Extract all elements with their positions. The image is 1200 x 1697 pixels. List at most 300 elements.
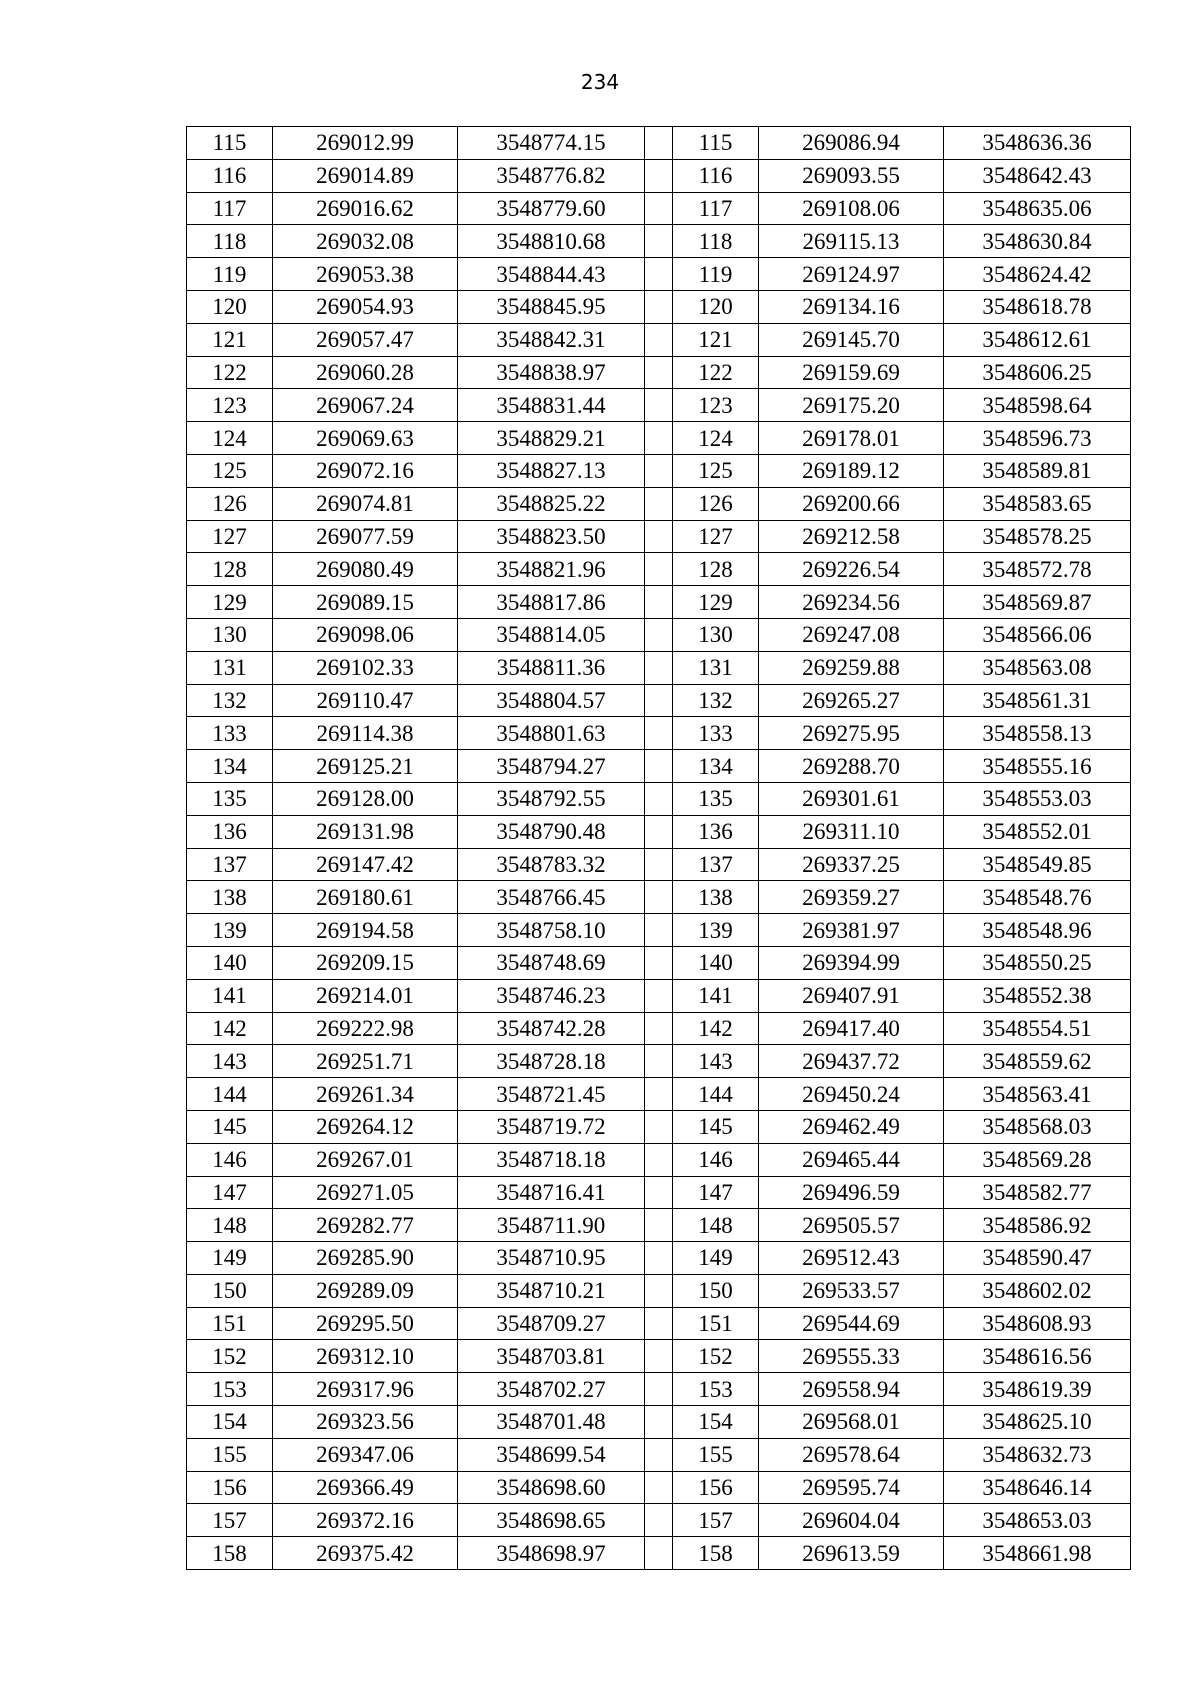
left-x-coordinate-cell: 269194.58	[273, 914, 458, 947]
right-point-number-cell: 129	[673, 586, 759, 619]
right-point-number-cell: 136	[673, 815, 759, 848]
table-row	[187, 290, 1131, 323]
right-point-number-cell: 158	[673, 1537, 759, 1570]
table-row	[187, 1340, 1131, 1373]
right-y-coordinate-cell: 3548561.31	[944, 684, 1131, 717]
left-x-coordinate-cell: 269372.16	[273, 1504, 458, 1537]
separator-cell	[645, 1045, 673, 1078]
page-number: 234	[580, 70, 620, 94]
right-y-coordinate-cell: 3548636.36	[944, 127, 1131, 160]
table-row	[187, 946, 1131, 979]
right-x-coordinate-cell: 269124.97	[759, 258, 944, 291]
right-y-coordinate-cell: 3548552.01	[944, 815, 1131, 848]
left-y-coordinate-cell: 3548801.63	[458, 717, 645, 750]
right-x-coordinate-cell: 269212.58	[759, 520, 944, 553]
right-point-number-cell: 126	[673, 487, 759, 520]
right-y-coordinate-cell: 3548653.03	[944, 1504, 1131, 1537]
left-point-number-cell: 135	[187, 782, 273, 815]
table-row	[187, 159, 1131, 192]
coordinates-table	[186, 126, 1131, 1570]
right-point-number-cell: 142	[673, 1012, 759, 1045]
table-row	[187, 389, 1131, 422]
separator-cell	[645, 651, 673, 684]
left-x-coordinate-cell: 269128.00	[273, 782, 458, 815]
left-x-coordinate-cell: 269366.49	[273, 1471, 458, 1504]
left-y-coordinate-cell: 3548845.95	[458, 290, 645, 323]
left-point-number-cell: 145	[187, 1110, 273, 1143]
left-x-coordinate-cell: 269089.15	[273, 586, 458, 619]
right-x-coordinate-cell: 269462.49	[759, 1110, 944, 1143]
left-y-coordinate-cell: 3548711.90	[458, 1209, 645, 1242]
right-y-coordinate-cell: 3548572.78	[944, 553, 1131, 586]
left-x-coordinate-cell: 269102.33	[273, 651, 458, 684]
separator-cell	[645, 1340, 673, 1373]
left-x-coordinate-cell: 269285.90	[273, 1242, 458, 1275]
left-y-coordinate-cell: 3548710.95	[458, 1242, 645, 1275]
separator-cell	[645, 553, 673, 586]
separator-cell	[645, 1471, 673, 1504]
right-x-coordinate-cell: 269533.57	[759, 1274, 944, 1307]
table-row	[187, 422, 1131, 455]
right-y-coordinate-cell: 3548606.25	[944, 356, 1131, 389]
right-y-coordinate-cell: 3548642.43	[944, 159, 1131, 192]
separator-cell	[645, 1537, 673, 1570]
table-row	[187, 914, 1131, 947]
right-y-coordinate-cell: 3548548.76	[944, 881, 1131, 914]
right-y-coordinate-cell: 3548559.62	[944, 1045, 1131, 1078]
left-y-coordinate-cell: 3548703.81	[458, 1340, 645, 1373]
left-x-coordinate-cell: 269057.47	[273, 323, 458, 356]
right-x-coordinate-cell: 269613.59	[759, 1537, 944, 1570]
coordinates-table-body	[187, 127, 1131, 1570]
right-x-coordinate-cell: 269108.06	[759, 192, 944, 225]
left-point-number-cell: 140	[187, 946, 273, 979]
right-x-coordinate-cell: 269234.56	[759, 586, 944, 619]
left-y-coordinate-cell: 3548829.21	[458, 422, 645, 455]
right-point-number-cell: 151	[673, 1307, 759, 1340]
right-point-number-cell: 125	[673, 454, 759, 487]
left-point-number-cell: 144	[187, 1078, 273, 1111]
left-x-coordinate-cell: 269282.77	[273, 1209, 458, 1242]
right-point-number-cell: 137	[673, 848, 759, 881]
table-row	[187, 1143, 1131, 1176]
right-y-coordinate-cell: 3548630.84	[944, 225, 1131, 258]
left-y-coordinate-cell: 3548827.13	[458, 454, 645, 487]
left-y-coordinate-cell: 3548766.45	[458, 881, 645, 914]
left-x-coordinate-cell: 269110.47	[273, 684, 458, 717]
right-point-number-cell: 133	[673, 717, 759, 750]
separator-cell	[645, 520, 673, 553]
right-x-coordinate-cell: 269200.66	[759, 487, 944, 520]
left-x-coordinate-cell: 269060.28	[273, 356, 458, 389]
right-x-coordinate-cell: 269247.08	[759, 618, 944, 651]
right-x-coordinate-cell: 269578.64	[759, 1438, 944, 1471]
left-point-number-cell: 122	[187, 356, 273, 389]
left-x-coordinate-cell: 269375.42	[273, 1537, 458, 1570]
left-point-number-cell: 139	[187, 914, 273, 947]
left-point-number-cell: 136	[187, 815, 273, 848]
separator-cell	[645, 1176, 673, 1209]
right-y-coordinate-cell: 3548616.56	[944, 1340, 1131, 1373]
left-y-coordinate-cell: 3548698.60	[458, 1471, 645, 1504]
right-x-coordinate-cell: 269189.12	[759, 454, 944, 487]
left-y-coordinate-cell: 3548804.57	[458, 684, 645, 717]
right-x-coordinate-cell: 269259.88	[759, 651, 944, 684]
right-point-number-cell: 146	[673, 1143, 759, 1176]
right-x-coordinate-cell: 269417.40	[759, 1012, 944, 1045]
left-y-coordinate-cell: 3548817.86	[458, 586, 645, 619]
separator-cell	[645, 1078, 673, 1111]
right-y-coordinate-cell: 3548589.81	[944, 454, 1131, 487]
separator-cell	[645, 782, 673, 815]
right-point-number-cell: 128	[673, 553, 759, 586]
table-row	[187, 1242, 1131, 1275]
right-y-coordinate-cell: 3548608.93	[944, 1307, 1131, 1340]
right-point-number-cell: 152	[673, 1340, 759, 1373]
table-row	[187, 1045, 1131, 1078]
left-y-coordinate-cell: 3548746.23	[458, 979, 645, 1012]
right-x-coordinate-cell: 269265.27	[759, 684, 944, 717]
table-row	[187, 979, 1131, 1012]
left-y-coordinate-cell: 3548811.36	[458, 651, 645, 684]
right-x-coordinate-cell: 269311.10	[759, 815, 944, 848]
left-point-number-cell: 154	[187, 1406, 273, 1439]
left-x-coordinate-cell: 269180.61	[273, 881, 458, 914]
separator-cell	[645, 356, 673, 389]
right-y-coordinate-cell: 3548569.28	[944, 1143, 1131, 1176]
table-row	[187, 487, 1131, 520]
left-point-number-cell: 150	[187, 1274, 273, 1307]
separator-cell	[645, 290, 673, 323]
separator-cell	[645, 159, 673, 192]
right-y-coordinate-cell: 3548554.51	[944, 1012, 1131, 1045]
left-y-coordinate-cell: 3548783.32	[458, 848, 645, 881]
right-y-coordinate-cell: 3548612.61	[944, 323, 1131, 356]
left-y-coordinate-cell: 3548844.43	[458, 258, 645, 291]
left-point-number-cell: 142	[187, 1012, 273, 1045]
left-x-coordinate-cell: 269209.15	[273, 946, 458, 979]
right-point-number-cell: 124	[673, 422, 759, 455]
right-y-coordinate-cell: 3548582.77	[944, 1176, 1131, 1209]
left-point-number-cell: 133	[187, 717, 273, 750]
table-row	[187, 684, 1131, 717]
separator-cell	[645, 914, 673, 947]
right-point-number-cell: 119	[673, 258, 759, 291]
right-point-number-cell: 122	[673, 356, 759, 389]
separator-cell	[645, 848, 673, 881]
right-x-coordinate-cell: 269394.99	[759, 946, 944, 979]
table-row	[187, 1537, 1131, 1570]
table-row	[187, 520, 1131, 553]
right-y-coordinate-cell: 3548578.25	[944, 520, 1131, 553]
left-y-coordinate-cell: 3548721.45	[458, 1078, 645, 1111]
right-y-coordinate-cell: 3548553.03	[944, 782, 1131, 815]
separator-cell	[645, 815, 673, 848]
left-x-coordinate-cell: 269054.93	[273, 290, 458, 323]
table-row	[187, 1078, 1131, 1111]
right-point-number-cell: 144	[673, 1078, 759, 1111]
right-y-coordinate-cell: 3548624.42	[944, 258, 1131, 291]
left-point-number-cell: 123	[187, 389, 273, 422]
separator-cell	[645, 1307, 673, 1340]
left-point-number-cell: 153	[187, 1373, 273, 1406]
left-x-coordinate-cell: 269261.34	[273, 1078, 458, 1111]
separator-cell	[645, 717, 673, 750]
left-y-coordinate-cell: 3548709.27	[458, 1307, 645, 1340]
left-point-number-cell: 124	[187, 422, 273, 455]
left-x-coordinate-cell: 269323.56	[273, 1406, 458, 1439]
right-x-coordinate-cell: 269604.04	[759, 1504, 944, 1537]
left-x-coordinate-cell: 269074.81	[273, 487, 458, 520]
table-row	[187, 586, 1131, 619]
table-row	[187, 1471, 1131, 1504]
table-row	[187, 1373, 1131, 1406]
right-y-coordinate-cell: 3548619.39	[944, 1373, 1131, 1406]
right-y-coordinate-cell: 3548550.25	[944, 946, 1131, 979]
left-point-number-cell: 129	[187, 586, 273, 619]
right-point-number-cell: 143	[673, 1045, 759, 1078]
table-row	[187, 1406, 1131, 1439]
right-y-coordinate-cell: 3548558.13	[944, 717, 1131, 750]
left-y-coordinate-cell: 3548792.55	[458, 782, 645, 815]
separator-cell	[645, 1242, 673, 1275]
table-row	[187, 1176, 1131, 1209]
table-row	[187, 815, 1131, 848]
separator-cell	[645, 750, 673, 783]
left-point-number-cell: 152	[187, 1340, 273, 1373]
left-x-coordinate-cell: 269214.01	[273, 979, 458, 1012]
table-row	[187, 225, 1131, 258]
right-point-number-cell: 140	[673, 946, 759, 979]
right-y-coordinate-cell: 3548635.06	[944, 192, 1131, 225]
left-point-number-cell: 137	[187, 848, 273, 881]
right-x-coordinate-cell: 269175.20	[759, 389, 944, 422]
left-y-coordinate-cell: 3548698.65	[458, 1504, 645, 1537]
right-x-coordinate-cell: 269226.54	[759, 553, 944, 586]
right-y-coordinate-cell: 3548625.10	[944, 1406, 1131, 1439]
left-x-coordinate-cell: 269295.50	[273, 1307, 458, 1340]
right-y-coordinate-cell: 3548555.16	[944, 750, 1131, 783]
left-point-number-cell: 149	[187, 1242, 273, 1275]
left-y-coordinate-cell: 3548742.28	[458, 1012, 645, 1045]
left-x-coordinate-cell: 269012.99	[273, 127, 458, 160]
left-point-number-cell: 148	[187, 1209, 273, 1242]
left-y-coordinate-cell: 3548728.18	[458, 1045, 645, 1078]
right-x-coordinate-cell: 269288.70	[759, 750, 944, 783]
right-point-number-cell: 130	[673, 618, 759, 651]
separator-cell	[645, 1012, 673, 1045]
left-point-number-cell: 121	[187, 323, 273, 356]
table-row	[187, 323, 1131, 356]
left-y-coordinate-cell: 3548710.21	[458, 1274, 645, 1307]
left-point-number-cell: 134	[187, 750, 273, 783]
left-y-coordinate-cell: 3548810.68	[458, 225, 645, 258]
left-x-coordinate-cell: 269147.42	[273, 848, 458, 881]
separator-cell	[645, 684, 673, 717]
left-y-coordinate-cell: 3548748.69	[458, 946, 645, 979]
left-y-coordinate-cell: 3548699.54	[458, 1438, 645, 1471]
right-y-coordinate-cell: 3548566.06	[944, 618, 1131, 651]
table-row	[187, 651, 1131, 684]
separator-cell	[645, 225, 673, 258]
left-y-coordinate-cell: 3548698.97	[458, 1537, 645, 1570]
table-row	[187, 553, 1131, 586]
table-row	[187, 1504, 1131, 1537]
right-point-number-cell: 121	[673, 323, 759, 356]
left-point-number-cell: 128	[187, 553, 273, 586]
left-point-number-cell: 131	[187, 651, 273, 684]
left-point-number-cell: 125	[187, 454, 273, 487]
right-y-coordinate-cell: 3548661.98	[944, 1537, 1131, 1570]
right-x-coordinate-cell: 269555.33	[759, 1340, 944, 1373]
left-x-coordinate-cell: 269222.98	[273, 1012, 458, 1045]
left-x-coordinate-cell: 269069.63	[273, 422, 458, 455]
separator-cell	[645, 127, 673, 160]
right-y-coordinate-cell: 3548596.73	[944, 422, 1131, 455]
right-point-number-cell: 118	[673, 225, 759, 258]
table-row	[187, 1438, 1131, 1471]
right-x-coordinate-cell: 269505.57	[759, 1209, 944, 1242]
left-x-coordinate-cell: 269016.62	[273, 192, 458, 225]
left-y-coordinate-cell: 3548814.05	[458, 618, 645, 651]
separator-cell	[645, 1110, 673, 1143]
left-point-number-cell: 117	[187, 192, 273, 225]
table-row	[187, 750, 1131, 783]
left-x-coordinate-cell: 269053.38	[273, 258, 458, 291]
separator-cell	[645, 946, 673, 979]
left-point-number-cell: 141	[187, 979, 273, 1012]
left-point-number-cell: 119	[187, 258, 273, 291]
right-point-number-cell: 120	[673, 290, 759, 323]
left-point-number-cell: 158	[187, 1537, 273, 1570]
left-x-coordinate-cell: 269072.16	[273, 454, 458, 487]
table-row	[187, 717, 1131, 750]
right-point-number-cell: 117	[673, 192, 759, 225]
left-y-coordinate-cell: 3548779.60	[458, 192, 645, 225]
left-point-number-cell: 151	[187, 1307, 273, 1340]
separator-cell	[645, 422, 673, 455]
left-y-coordinate-cell: 3548716.41	[458, 1176, 645, 1209]
left-y-coordinate-cell: 3548774.15	[458, 127, 645, 160]
separator-cell	[645, 258, 673, 291]
left-point-number-cell: 146	[187, 1143, 273, 1176]
table-row	[187, 782, 1131, 815]
separator-cell	[645, 1209, 673, 1242]
right-y-coordinate-cell: 3548552.38	[944, 979, 1131, 1012]
right-x-coordinate-cell: 269568.01	[759, 1406, 944, 1439]
left-point-number-cell: 157	[187, 1504, 273, 1537]
right-y-coordinate-cell: 3548569.87	[944, 586, 1131, 619]
right-x-coordinate-cell: 269450.24	[759, 1078, 944, 1111]
right-x-coordinate-cell: 269512.43	[759, 1242, 944, 1275]
separator-cell	[645, 1438, 673, 1471]
left-y-coordinate-cell: 3548838.97	[458, 356, 645, 389]
left-x-coordinate-cell: 269098.06	[273, 618, 458, 651]
right-point-number-cell: 132	[673, 684, 759, 717]
separator-cell	[645, 1406, 673, 1439]
separator-cell	[645, 487, 673, 520]
table-row	[187, 356, 1131, 389]
table-row	[187, 1209, 1131, 1242]
right-x-coordinate-cell: 269496.59	[759, 1176, 944, 1209]
right-x-coordinate-cell: 269086.94	[759, 127, 944, 160]
right-y-coordinate-cell: 3548646.14	[944, 1471, 1131, 1504]
left-point-number-cell: 138	[187, 881, 273, 914]
right-point-number-cell: 116	[673, 159, 759, 192]
left-point-number-cell: 130	[187, 618, 273, 651]
right-x-coordinate-cell: 269159.69	[759, 356, 944, 389]
right-y-coordinate-cell: 3548590.47	[944, 1242, 1131, 1275]
right-x-coordinate-cell: 269359.27	[759, 881, 944, 914]
right-x-coordinate-cell: 269381.97	[759, 914, 944, 947]
right-x-coordinate-cell: 269145.70	[759, 323, 944, 356]
left-point-number-cell: 132	[187, 684, 273, 717]
separator-cell	[645, 192, 673, 225]
left-x-coordinate-cell: 269347.06	[273, 1438, 458, 1471]
table-row	[187, 618, 1131, 651]
right-point-number-cell: 147	[673, 1176, 759, 1209]
left-x-coordinate-cell: 269267.01	[273, 1143, 458, 1176]
right-point-number-cell: 150	[673, 1274, 759, 1307]
table-row	[187, 1110, 1131, 1143]
left-x-coordinate-cell: 269271.05	[273, 1176, 458, 1209]
left-x-coordinate-cell: 269264.12	[273, 1110, 458, 1143]
left-x-coordinate-cell: 269114.38	[273, 717, 458, 750]
table-row	[187, 1307, 1131, 1340]
separator-cell	[645, 1373, 673, 1406]
left-x-coordinate-cell: 269312.10	[273, 1340, 458, 1373]
left-point-number-cell: 116	[187, 159, 273, 192]
left-point-number-cell: 127	[187, 520, 273, 553]
right-x-coordinate-cell: 269178.01	[759, 422, 944, 455]
right-point-number-cell: 154	[673, 1406, 759, 1439]
right-point-number-cell: 141	[673, 979, 759, 1012]
table-row	[187, 881, 1131, 914]
right-x-coordinate-cell: 269337.25	[759, 848, 944, 881]
separator-cell	[645, 586, 673, 619]
right-x-coordinate-cell: 269115.13	[759, 225, 944, 258]
table-row	[187, 1274, 1131, 1307]
left-x-coordinate-cell: 269289.09	[273, 1274, 458, 1307]
left-y-coordinate-cell: 3548823.50	[458, 520, 645, 553]
right-point-number-cell: 134	[673, 750, 759, 783]
right-point-number-cell: 115	[673, 127, 759, 160]
separator-cell	[645, 454, 673, 487]
table-row	[187, 258, 1131, 291]
right-x-coordinate-cell: 269558.94	[759, 1373, 944, 1406]
right-y-coordinate-cell: 3548618.78	[944, 290, 1131, 323]
table-row	[187, 192, 1131, 225]
right-point-number-cell: 138	[673, 881, 759, 914]
left-x-coordinate-cell: 269125.21	[273, 750, 458, 783]
left-x-coordinate-cell: 269014.89	[273, 159, 458, 192]
left-y-coordinate-cell: 3548718.18	[458, 1143, 645, 1176]
left-point-number-cell: 115	[187, 127, 273, 160]
right-point-number-cell: 149	[673, 1242, 759, 1275]
left-x-coordinate-cell: 269077.59	[273, 520, 458, 553]
right-x-coordinate-cell: 269275.95	[759, 717, 944, 750]
right-point-number-cell: 155	[673, 1438, 759, 1471]
right-x-coordinate-cell: 269544.69	[759, 1307, 944, 1340]
right-point-number-cell: 145	[673, 1110, 759, 1143]
left-y-coordinate-cell: 3548794.27	[458, 750, 645, 783]
right-point-number-cell: 156	[673, 1471, 759, 1504]
right-y-coordinate-cell: 3548586.92	[944, 1209, 1131, 1242]
table-row	[187, 1012, 1131, 1045]
separator-cell	[645, 1143, 673, 1176]
right-x-coordinate-cell: 269595.74	[759, 1471, 944, 1504]
left-y-coordinate-cell: 3548702.27	[458, 1373, 645, 1406]
